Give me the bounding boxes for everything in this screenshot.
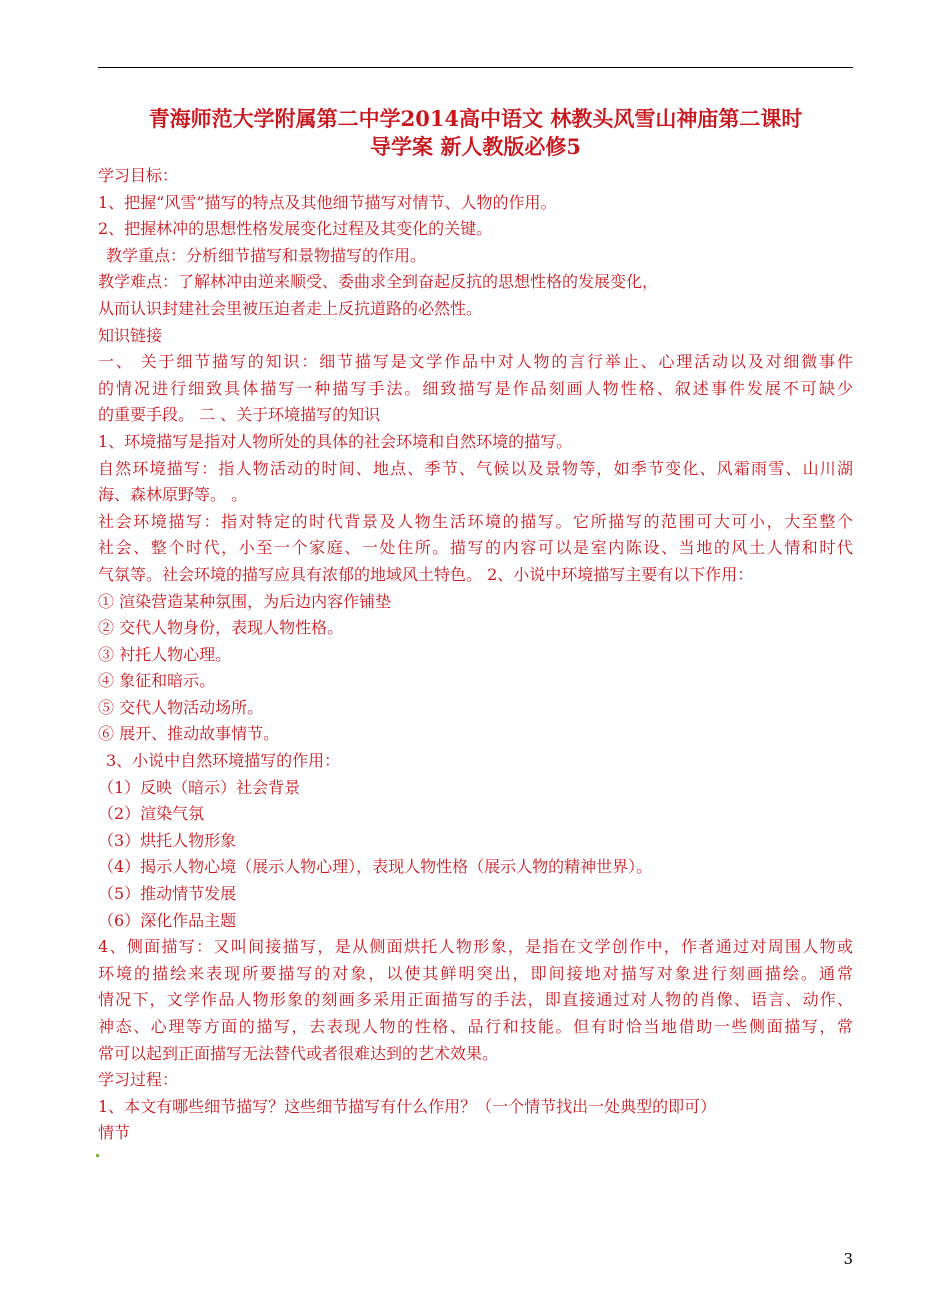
text-line: 学习过程： [98, 1070, 179, 1090]
title-line-1: 青海师范大学附属第二中学2014高中语文 林教头风雪山神庙第二课时 [148, 106, 803, 131]
text-line: 情况下，文学作品人物形象的刻画多采用正面描写的手法，即直接通过对人物的肖像、语言、动作、 [98, 990, 853, 1010]
text-line: ⑥ 展开、推动故事情节。 [98, 724, 280, 744]
text-line: 社会、整个时代，小至一个家庭、一处住所。描写的内容可以是室内陈设、当地的风土人情和时代 [98, 538, 853, 558]
text-line: （2）渲染气氛 [98, 804, 205, 824]
text-line: 常可以起到正面描写无法替代或者很难达到的艺术效果。 [98, 1043, 499, 1063]
text-line: 自然环境描写：指人物活动的时间、地点、季节、气候以及景物等，如季节变化、风霜雨雪、山川湖 [98, 458, 853, 478]
text-line: 情节 [98, 1123, 131, 1143]
title-line-2: 导学案 新人教版必修5 [370, 134, 581, 159]
text-line: 社会环境描写：指对特定的时代背景及人物生活环境的描写。它所描写的范围可大可小，大至整个 [98, 511, 853, 531]
text-line: 气氛等。社会环境的描写应具有浓郁的地域风土特色。 2、小说中环境描写主要有以下作用： [98, 564, 754, 584]
text-line: 2、把握林冲的思想性格发展变化过程及其变化的关键。 [98, 219, 493, 239]
text-line: 海、森林原野等。 。 [98, 485, 248, 505]
text-line: 的情况进行细致具体描写一种描写手法。细致描写是作品刻画人物性格、叙述事件发展不可缺少 [98, 378, 853, 398]
text-line: 教学重点：分析细节描写和景物描写的作用。 [106, 245, 427, 265]
text-line: 1、把握“风雪”描写的特点及其他细节描写对情节、人物的作用。 [98, 192, 557, 212]
text-line: 学习目标： [98, 166, 179, 185]
text-line: 3、小说中自然环境描写的作用： [106, 751, 341, 771]
text-line: ④ 象征和暗示。 [98, 671, 216, 691]
text-line: 神态、心理等方面的描写，去表现人物的性格、品行和技能。但有时恰当地借助一些侧面描写，常 [98, 1017, 853, 1036]
text-line: （5）推动情节发展 [98, 884, 237, 904]
text-line: 从而认识封建社会里被压迫者走上反抗道路的必然性。 [98, 298, 483, 318]
document-title [98, 105, 853, 161]
header-rule [98, 67, 853, 68]
text-line: ③ 衬托人物心理。 [98, 644, 232, 664]
text-line: 1、环境描写是指对人物所处的具体的社会环境和自然环境的描写。 [98, 431, 573, 451]
text-line: 的重要手段。 二 、关于环境描写的知识 [98, 405, 381, 425]
text-line: 一、 关于细节描写的知识：细节描写是文学作品中对人物的言行举止、心理活动以及对细微事件 [98, 352, 853, 372]
text-line: ⑤ 交代人物活动场所。 [98, 697, 264, 717]
document-body [98, 163, 853, 1147]
text-line: ① 渲染营造某种氛围，为后边内容作铺垫 [98, 591, 392, 611]
page-number: 3 [843, 1250, 853, 1268]
text-line: （4）揭示人物心境（展示人物心理），表现人物性格（展示人物的精神世界）。 [98, 857, 653, 877]
text-line: 环境的描绘来表现所要描写的对象，以使其鲜明突出，即间接地对描写对象进行刻画描绘。通常 [98, 963, 853, 983]
text-line: ② 交代人物身份，表现人物性格。 [98, 618, 344, 638]
text-line: 知识链接 [98, 325, 163, 345]
stray-mark [96, 1154, 99, 1157]
text-line: （3）烘托人物形象 [98, 830, 237, 850]
text-line: 1、本文有哪些细节描写？这些细节描写有什么作用？（一个情节找出一处典型的即可） [98, 1096, 717, 1116]
text-line: 4、侧面描写：又叫间接描写，是从侧面烘托人物形象，是指在文学创作中，作者通过对周围人物或 [98, 937, 853, 957]
text-line: （6）深化作品主题 [98, 910, 237, 930]
text-line: （1）反映（暗示）社会背景 [98, 777, 301, 797]
text-line: 教学难点：了解林冲由逆来顺受、委曲求全到奋起反抗的思想性格的发展变化， [98, 272, 659, 292]
